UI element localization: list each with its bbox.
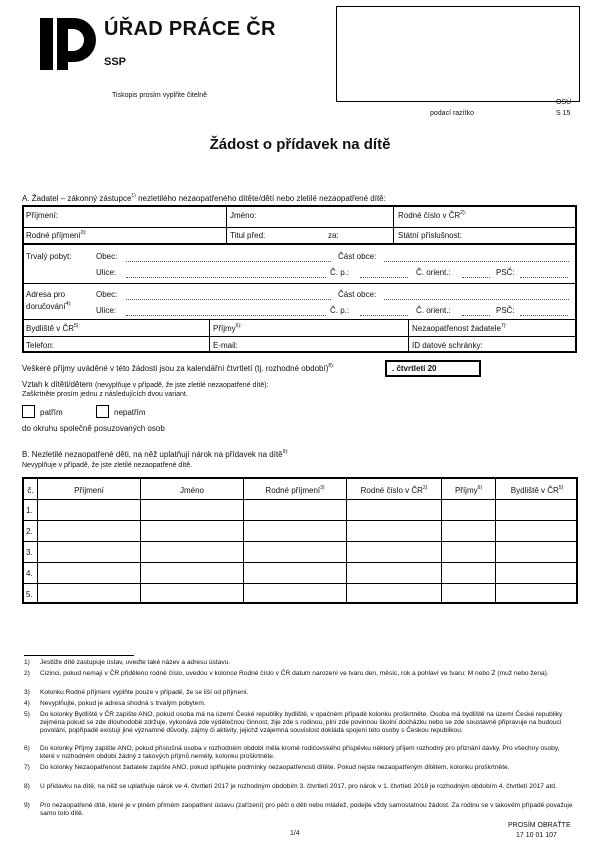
up-logo-icon bbox=[40, 14, 100, 74]
not-belong-label: nepatřím bbox=[114, 408, 146, 417]
name-label: Jméno: bbox=[230, 211, 257, 220]
obec-label: Obec: bbox=[96, 252, 118, 261]
relation-instr: Zaškrtněte prosím jednu z následujících dvou variant. bbox=[22, 391, 188, 398]
birth-no-label: Rodné číslo v $ČR^{2):}$ bbox=[398, 210, 467, 220]
title-before-label: Titul před: bbox=[230, 231, 266, 240]
ulice-label: Ulice: bbox=[96, 268, 117, 277]
citizenship-label: Státní příslušnost: bbox=[398, 231, 463, 240]
surname-label: Příjmení: bbox=[26, 211, 59, 220]
phone-label: Telefon: bbox=[26, 341, 55, 350]
cast-obce-label: Část obce: bbox=[338, 252, 377, 261]
perm-co-field[interactable] bbox=[462, 277, 490, 278]
belong-label: patřím bbox=[40, 408, 63, 417]
maiden-name-label: Rodné příjmení$^{3):}$ bbox=[26, 230, 87, 240]
col-name: Jméno bbox=[179, 486, 204, 495]
legible-note: Tiskopis prosím vyplňte čitelně bbox=[112, 92, 208, 99]
deliv-cast-field[interactable] bbox=[384, 299, 569, 300]
email-label: E-mail: bbox=[213, 341, 238, 350]
table-row: 5. bbox=[26, 590, 33, 599]
stamp-box bbox=[336, 6, 580, 102]
table-row: 2. bbox=[26, 527, 33, 536]
belong-checkbox[interactable] bbox=[22, 405, 35, 418]
cp-label-2: Č. p.: bbox=[330, 306, 350, 315]
perm-cp-field[interactable] bbox=[360, 277, 408, 278]
income-period-text: Veškeré příjmy uváděné v této žádosti jsou za kalendářní čtvrtletí (tj. rozhodné období)$^{8):}$ bbox=[22, 363, 335, 373]
page-title: Žádost o přídavek na dítě bbox=[209, 136, 391, 153]
not-belong-checkbox[interactable] bbox=[96, 405, 109, 418]
section-b-note: Nevyplňuje v případě, že jste zletilé nezaopatřené dítě. bbox=[22, 462, 193, 469]
psc-label: PSČ: bbox=[496, 268, 515, 277]
org-dept: SSP bbox=[104, 56, 127, 68]
deliv-cp-field[interactable] bbox=[360, 315, 408, 316]
co-label-2: Č. orient.: bbox=[416, 306, 451, 315]
table-row: 1. bbox=[26, 506, 33, 515]
deliv-psc-field[interactable] bbox=[520, 315, 568, 316]
title-after-label: za: bbox=[328, 231, 339, 240]
income-label: Příjmy$^{6):}$ bbox=[213, 323, 242, 333]
databox-label: ID datové schránky: bbox=[412, 341, 483, 350]
cp-label: Č. p.: bbox=[330, 268, 350, 277]
col-number: č. bbox=[27, 486, 34, 495]
table-row: 3. bbox=[26, 548, 33, 557]
perm-ulice-field[interactable] bbox=[126, 277, 326, 278]
deliv-co-field[interactable] bbox=[462, 315, 490, 316]
obec-label-2: Obec: bbox=[96, 290, 118, 299]
psc-label-2: PSČ: bbox=[496, 306, 515, 315]
col-maiden: Rodné příjmení$^{3)}$ bbox=[265, 485, 325, 495]
relation-tail: do okruhu společně posuzovaných osob bbox=[22, 424, 165, 433]
perm-address-label: Trvalý pobyt: bbox=[26, 252, 72, 261]
footnote-divider bbox=[24, 655, 134, 656]
col-birth-no: Rodné číslo v ČR$^{2)}$ bbox=[360, 485, 428, 495]
form-code-2: S 15 bbox=[556, 110, 571, 117]
page-number: 1/4 bbox=[290, 830, 300, 837]
form-number: 17 10 01 107 bbox=[516, 832, 557, 839]
perm-obec-field[interactable] bbox=[126, 261, 331, 262]
ulice-label-2: Ulice: bbox=[96, 306, 117, 315]
deliv-obec-field[interactable] bbox=[126, 299, 331, 300]
org-name: ÚŘAD PRÁCE ČR bbox=[104, 18, 276, 40]
delivery-label: Adresa pro bbox=[26, 290, 66, 299]
dependency-label: Nezaopatřenost žadatele$^{7):}$ bbox=[412, 323, 507, 333]
cast-obce-label-2: Část obce: bbox=[338, 290, 377, 299]
table-row: 4. bbox=[26, 569, 33, 578]
col-income: Příjmy$^{6)}$ bbox=[454, 485, 483, 495]
stamp-label: podací razítko bbox=[430, 110, 474, 117]
perm-psc-field[interactable] bbox=[520, 277, 568, 278]
delivery-label-2: doručování$^{4):}$ bbox=[26, 301, 72, 311]
quarter-label: . čtvrtletí 20 bbox=[392, 364, 437, 373]
perm-cast-field[interactable] bbox=[384, 261, 569, 262]
relation-heading: Vztah k dítěti/dětem (nevyplňuje v případě, že jste zletilé nezaopatřené dítě): bbox=[22, 380, 269, 389]
deliv-ulice-field[interactable] bbox=[126, 315, 326, 316]
col-surname: Příjmení bbox=[74, 486, 104, 495]
col-residence: Bydliště v ČR$^{5)}$ bbox=[510, 485, 564, 495]
co-label: Č. orient.: bbox=[416, 268, 451, 277]
section-b-heading: B. Nezletilé nezaopatřené děti, na něž uplatňují nárok na přídavek na dítě$^{9):}$ bbox=[22, 449, 289, 459]
residence-label: Bydliště v $ČR^{5):}$ bbox=[26, 323, 80, 333]
turn-over: PROSÍM OBRAŤTE bbox=[508, 822, 571, 829]
form-code: OSÚ bbox=[556, 99, 572, 106]
section-a-heading: A. Žadatel – zákonný zástupce$^{1)}$ nezletilého nezaopatřeného dítěte/dětí nebo zletilé nezaopatřené dítě: bbox=[22, 193, 386, 203]
